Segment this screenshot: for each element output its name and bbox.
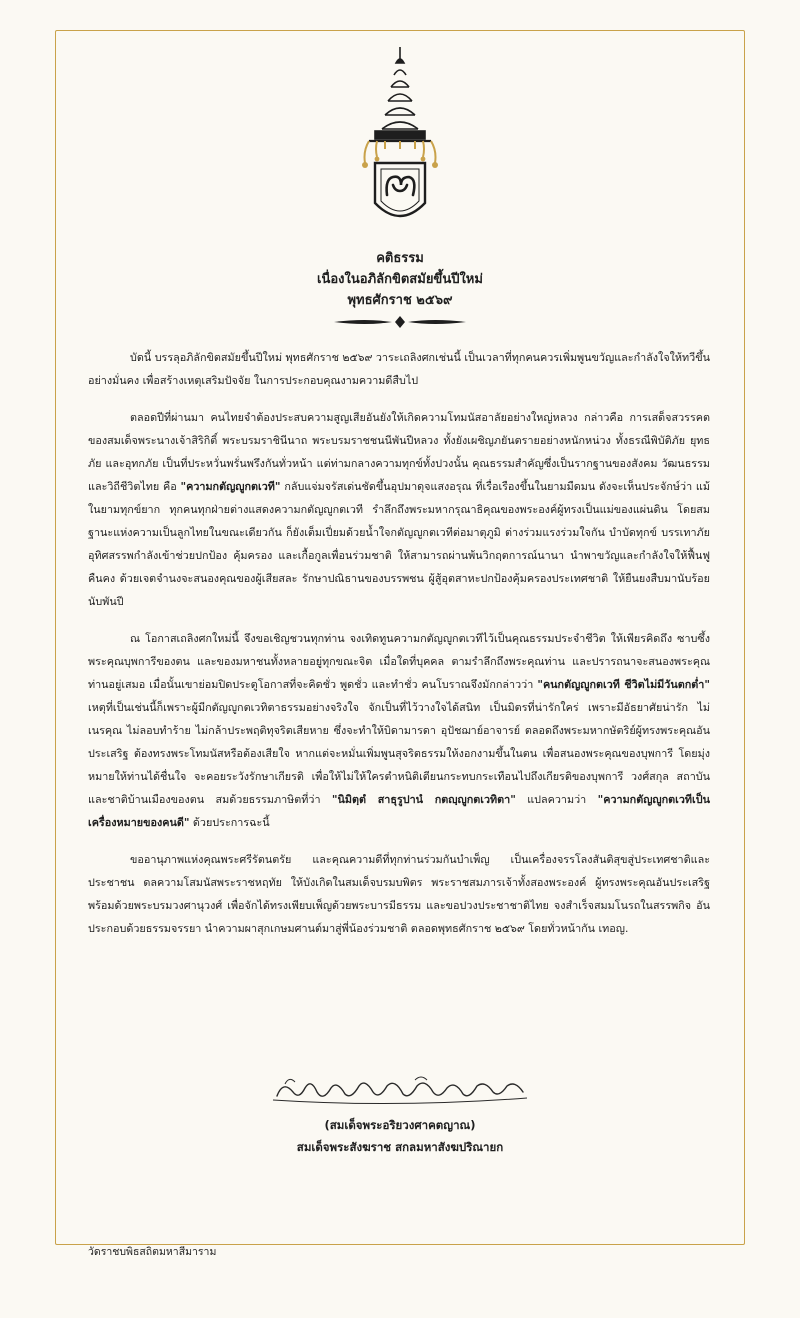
signatory-name: (สมเด็จพระอริยวงศาคตญาณ) <box>324 1118 476 1132</box>
emphasis-text: "ความกตัญญูกตเวทีเป็นเครื่องหมายของคนดี" <box>88 793 710 829</box>
paragraph <box>88 848 710 940</box>
paragraph-text: เหตุที่เป็นเช่นนี้ก็เพราะผู้มีกตัญญูกตเวทิตาธรรมอย่างจริงใจ จักเป็นที่ไว้วางใจได้สนิท เป็นมิตรที่น่ารักใคร่ เพราะมีอัธยาศัยน่ารัก ไม่เนรคุณ ไม่ลอบทำร้าย ไม่กล้าประพฤติทุจริตเสียหาย ซึ่งจะทำให้บิดามารดา อุปัชฌาย์อาจารย์ ตลอดถึงพระมหากษัตริย์ผู้ทรงพระคุณอันประเสริฐ ต้องทรงพระโทมนัสหรือต้องเสียใจ หากแต่จะหมั่นเพิ่มพูนสุจริตธรรมให้งอกงามขึ้นในตน เพื่อสนองพระคุณของบุพการี โดยมุ่งหมายให้ท่านได้ชื่นใจ จะคอยระวังรักษาเกียรติ เพื่อให้ไม่ให้ใครตำหนิติเตียนกระทบกระเทือนไปถึงเกียรติของบุพการี วงศ์สกุล สถาบัน และชาติบ้านเมืองของตน สมด้วยธรรมภาษิตที่ว่า <box>88 701 710 806</box>
handwritten-signature-icon <box>265 1070 535 1110</box>
paragraph-text: ขออานุภาพแห่งคุณพระศรีรัตนตรัย และคุณความดีที่ทุกท่านร่วมกันบำเพ็ญ เป็นเครื่องจรรโลงสันติสุขสู่ประเทศชาติและประชาชน ดลความโสมนัสพระราชหฤทัย ให้บังเกิดในสมเด็จบรมบพิตร พระราชสมภารเจ้าทั้งสองพระองค์ ผู้ทรงพระคุณอันประเสริฐ พร้อมด้วยพระบรมวงศานุวงศ์ เพื่อจักได้ทรงเพียบเพ็ญด้วยพระบารมีธรรม และขอปวงประชาชาติไทย จงสำเร็จสมมโนรถในสรรพกิจ อันประกอบด้วยธรรมจรรยา นำความผาสุกเกษมศานต์มาสู่พี่น้องร่วมชาติ ตลอดพุทธศักราช ๒๕๖๙ โดยทั่วหน้ากัน เทอญ. <box>88 853 710 935</box>
heading-title: คติธรรม <box>376 251 424 266</box>
paragraph-text: แปลความว่า <box>515 793 598 806</box>
document-body <box>88 346 710 954</box>
paragraph <box>88 346 710 392</box>
emphasis-text: "ความกตัญญูกตเวที" <box>180 480 281 493</box>
emphasis-text: "นิมิตฺตํ สาธุรูปานํ กตญฺญูกตเวทิตา" <box>331 793 516 806</box>
paragraph <box>88 406 710 613</box>
paragraph-text: บัดนี้ บรรลุอภิลักขิตสมัยขึ้นปีใหม่ พุทธศักราช ๒๕๖๙ วาระเถลิงศกเช่นนี้ เป็นเวลาที่ทุกคนควรเพิ่มพูนขวัญและกำลังใจให้ทวีขึ้นอย่างมั่นคง เพื่อสร้างเหตุเสริมปัจจัย ในการประกอบคุณงามความดีสืบไป <box>88 351 710 387</box>
royal-emblem-icon <box>355 45 445 235</box>
paragraph <box>88 627 710 834</box>
emphasis-text: "คนกตัญญูกตเวที ชีวิตไม่มีวันตกต่ำ" <box>537 678 710 691</box>
paragraph-text: ตลอดปีที่ผ่านมา คนไทยจำต้องประสบความสูญเสียอันยังให้เกิดความโทมนัสอาลัยอย่างใหญ่หลวง กล่าวคือ การเสด็จสวรรคตของสมเด็จพระนางเจ้าสิริกิติ์ พระบรมราชินีนาถ พระบรมราชชนนีพันปีหลวง ทั้งยังเผชิญภยันตรายอย่างหนักหน่วง ทั้งธรณีพิบัติภัย ยุทธภัย และอุทกภัย เป็นที่ประหวั่นพรั่นพรึงกันทั่วหน้า แต่ท่ามกลางความทุกข์ทั้งปวงนั้น คุณธรรมสำคัญซึ่งเป็นรากฐานของสังคม วัฒนธรรม และวิถีชีวิตไทย คือ <box>88 411 710 493</box>
ornament-divider-icon <box>332 315 468 329</box>
paragraph-text: ณ โอกาสเถลิงศกใหม่นี้ จึงขอเชิญชวนทุกท่าน จงเทิดทูนความกตัญญูกตเวทีไว้เป็นคุณธรรมประจำชีวิต ให้เพียรคิดถึง ซาบซึ้งพระคุณบุพการีของตน และของมหาชนทั้งหลายอยู่ทุกขณะจิต เมื่อใดที่บุคคล ตามรำลึกถึงพระคุณท่าน และปรารถนาจะสนองพระคุณท่านอยู่เสมอ เมื่อนั้นเขาย่อมปิดประตูโอกาสที่จะคิดชั่ว พูดชั่ว และทำชั่ว คนโบราณจึงมักกล่าวว่า <box>88 632 710 691</box>
heading-occasion: เนื่องในอภิลักขิตสมัยขึ้นปีใหม่ <box>317 272 483 287</box>
heading-year: พุทธศักราช ๒๕๖๙ <box>347 293 453 308</box>
paragraph-text: ด้วยประการฉะนี้ <box>189 816 270 829</box>
footer-place: วัดราชบพิธสถิตมหาสีมาราม <box>88 1246 217 1258</box>
paragraph-text: กลับแจ่มจรัสเด่นชัดขึ้นอุปมาดุจแสงอรุณ ที่เรื่อเรืองขึ้นในยามมืดมน ดังจะเห็นประจักษ์ว่า แม้ในยามทุกข์ยาก ทุกคนทุกฝ่ายต่างแสดงความกตัญญูกตเวที รำลึกถึงพระมหากรุณาธิคุณของพระองค์ผู้ทรงเป็นแม่ของแผ่นดิน โดยสมฐานะแห่งความเป็นลูกไทยในขณะเดียวกัน ก็ยังเต็มเปี่ยมด้วยน้ำใจกตัญญูกตเวทีต่อมาตุภูมิ ต่างร่วมแรงร่วมใจกัน บำบัดทุกข์ บรรเทาภัย อุทิศสรรพกำลังเข้าช่วยปกป้อง คุ้มครอง และเกื้อกูลเพื่อนร่วมชาติ ให้สามารถผ่านพ้นวิกฤตการณ์นานา นำพาขวัญและกำลังใจให้ฟื้นฟูคืนคง ด้วยเจตจำนงจะสนองคุณของผู้เสียสละ รักษาปณิธานของบรรพชน ผู้สู้อุตสาหะปกป้องคุ้มครองประเทศชาติ ให้ยืนยงสืบมานับร้อยนับพันปี <box>88 480 710 608</box>
signatory-title: สมเด็จพระสังฆราช สกลมหาสังฆปริณายก <box>296 1140 504 1154</box>
